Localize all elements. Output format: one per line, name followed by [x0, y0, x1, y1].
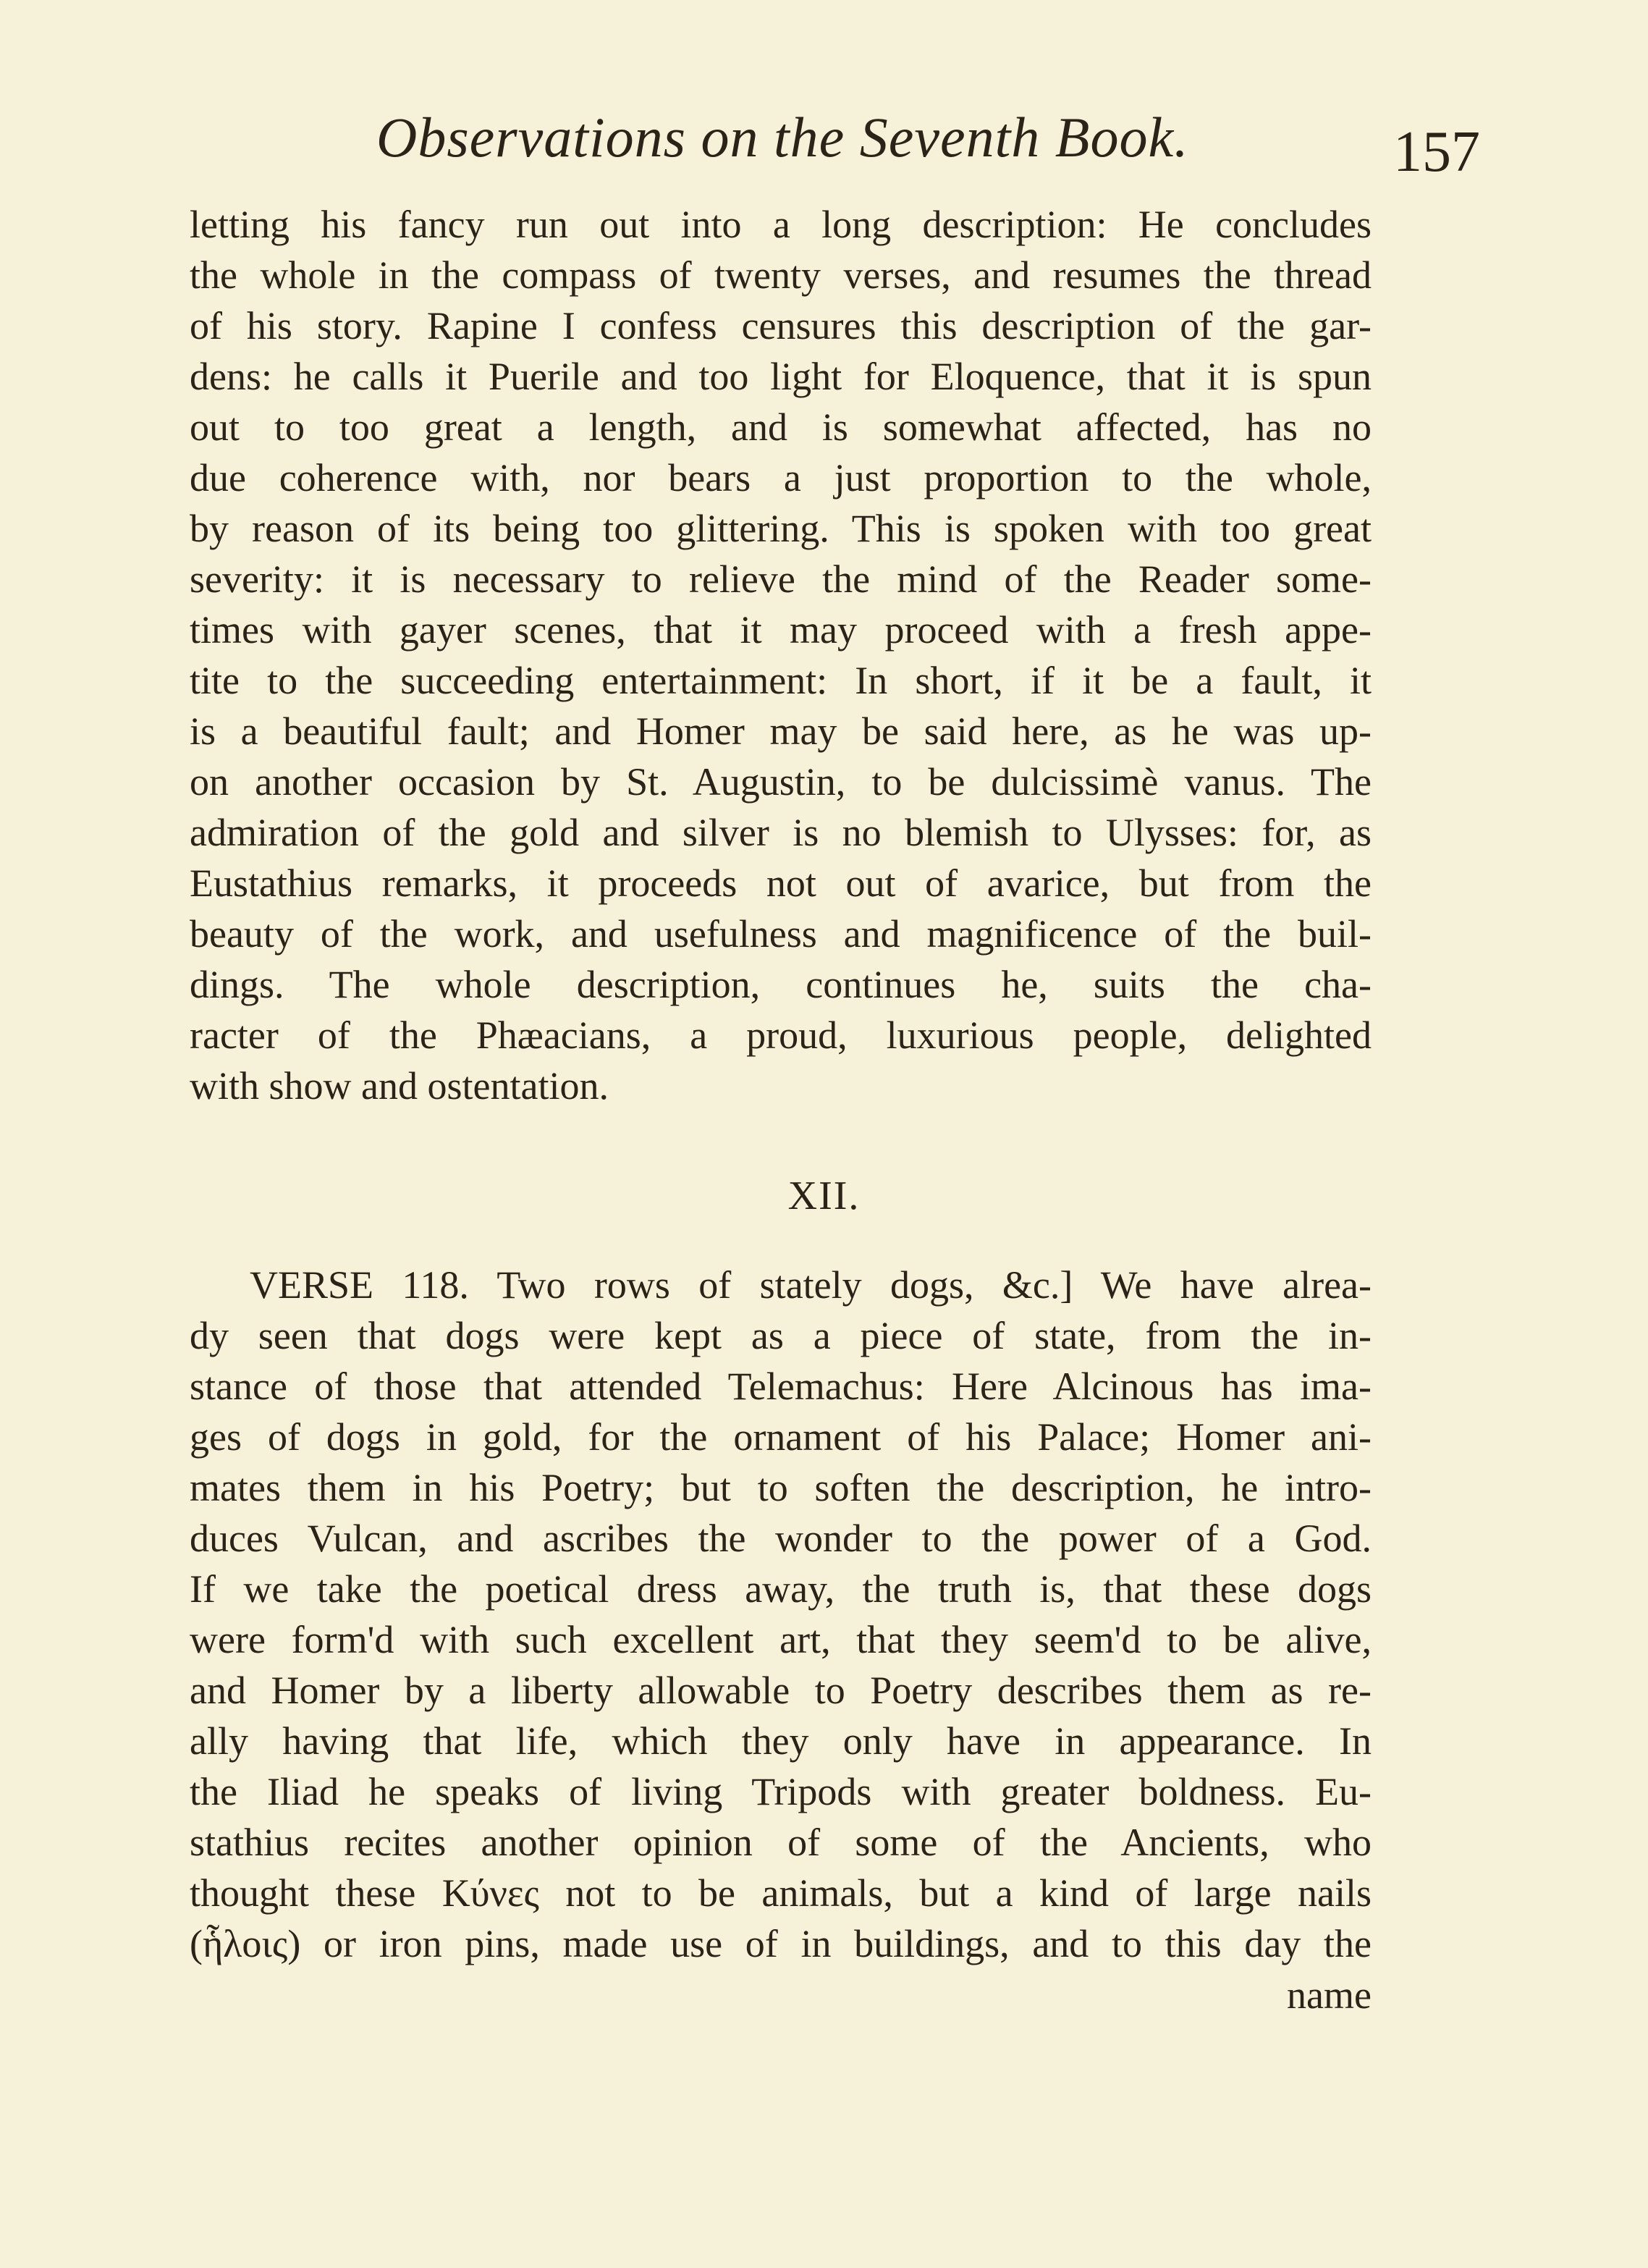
text-line: the whole in the compass of twenty verses, and resumes the thread	[190, 253, 1372, 297]
text-line: is a beautiful fault; and Homer may be said here, as he was up-	[190, 709, 1372, 753]
text-line: VERSE 118. Two rows of stately dogs, &c.] We have alrea-	[250, 1263, 1372, 1307]
text-line: mates them in his Poetry; but to soften the description, he intro-	[190, 1466, 1372, 1509]
catchword: name	[1287, 1973, 1372, 2017]
text-line: with show and ostentation.	[190, 1064, 609, 1108]
text-line: on another occasion by St. Augustin, to be dulcissimè vanus. The	[190, 760, 1372, 804]
text-line: duces Vulcan, and ascribes the wonder to the power of a God.	[190, 1517, 1372, 1560]
text-line: ges of dogs in gold, for the ornament of his Palace; Homer ani-	[190, 1415, 1372, 1459]
text-line: and Homer by a liberty allowable to Poetry describes them as re-	[190, 1669, 1372, 1712]
text-line: stance of those that attended Telemachus: Here Alcinous has ima-	[190, 1365, 1372, 1408]
text-line: admiration of the gold and silver is no blemish to Ulysses: for, as	[190, 811, 1372, 854]
running-title: Observations on the Seventh Book.	[376, 106, 1189, 169]
text-line: ally having that life, which they only have in appearance. In	[190, 1719, 1372, 1763]
text-line: beauty of the work, and usefulness and magnificence of the buil-	[190, 912, 1372, 956]
page-number: 157	[1393, 120, 1480, 184]
text-line: were form'd with such excellent art, that they seem'd to be alive,	[190, 1618, 1372, 1661]
text-line: (ἧλοις) or iron pins, made use of in buildings, and to this day the	[190, 1922, 1372, 1965]
text-line: thought these Κύνες not to be animals, but a kind of large nails	[190, 1871, 1372, 1915]
text-line: stathius recites another opinion of some of the Ancients, who	[190, 1821, 1372, 1864]
text-line: the Iliad he speaks of living Tripods with greater boldness. Eu-	[190, 1770, 1372, 1813]
text-line: tite to the succeeding entertainment: In short, if it be a fault, it	[190, 659, 1372, 702]
text-line: severity: it is necessary to relieve the mind of the Reader some-	[190, 557, 1372, 601]
text-line: of his story. Rapine I confess censures this description of the gar-	[190, 304, 1372, 347]
text-line: dens: he calls it Puerile and too light for Eloquence, that it is spun	[190, 355, 1372, 398]
text-line: racter of the Phæacians, a proud, luxurious people, delighted	[190, 1013, 1372, 1057]
text-line: by reason of its being too glittering. This is spoken with too great	[190, 507, 1372, 550]
section-heading: XII.	[787, 1173, 861, 1218]
text-line: times with gayer scenes, that it may proceed with a fresh appe-	[190, 608, 1372, 652]
text-line: dings. The whole description, continues he, suits the cha-	[190, 963, 1372, 1006]
text-line: dy seen that dogs were kept as a piece of state, from the in-	[190, 1314, 1372, 1357]
text-line: letting his fancy run out into a long description: He concludes	[190, 203, 1372, 246]
text-line: out to too great a length, and is somewhat affected, has no	[190, 405, 1372, 449]
text-line: due coherence with, nor bears a just proportion to the whole,	[190, 456, 1372, 499]
page-header	[0, 105, 1648, 192]
text-line: If we take the poetical dress away, the truth is, that these dogs	[190, 1567, 1372, 1611]
text-line: Eustathius remarks, it proceeds not out of avarice, but from the	[190, 861, 1372, 905]
